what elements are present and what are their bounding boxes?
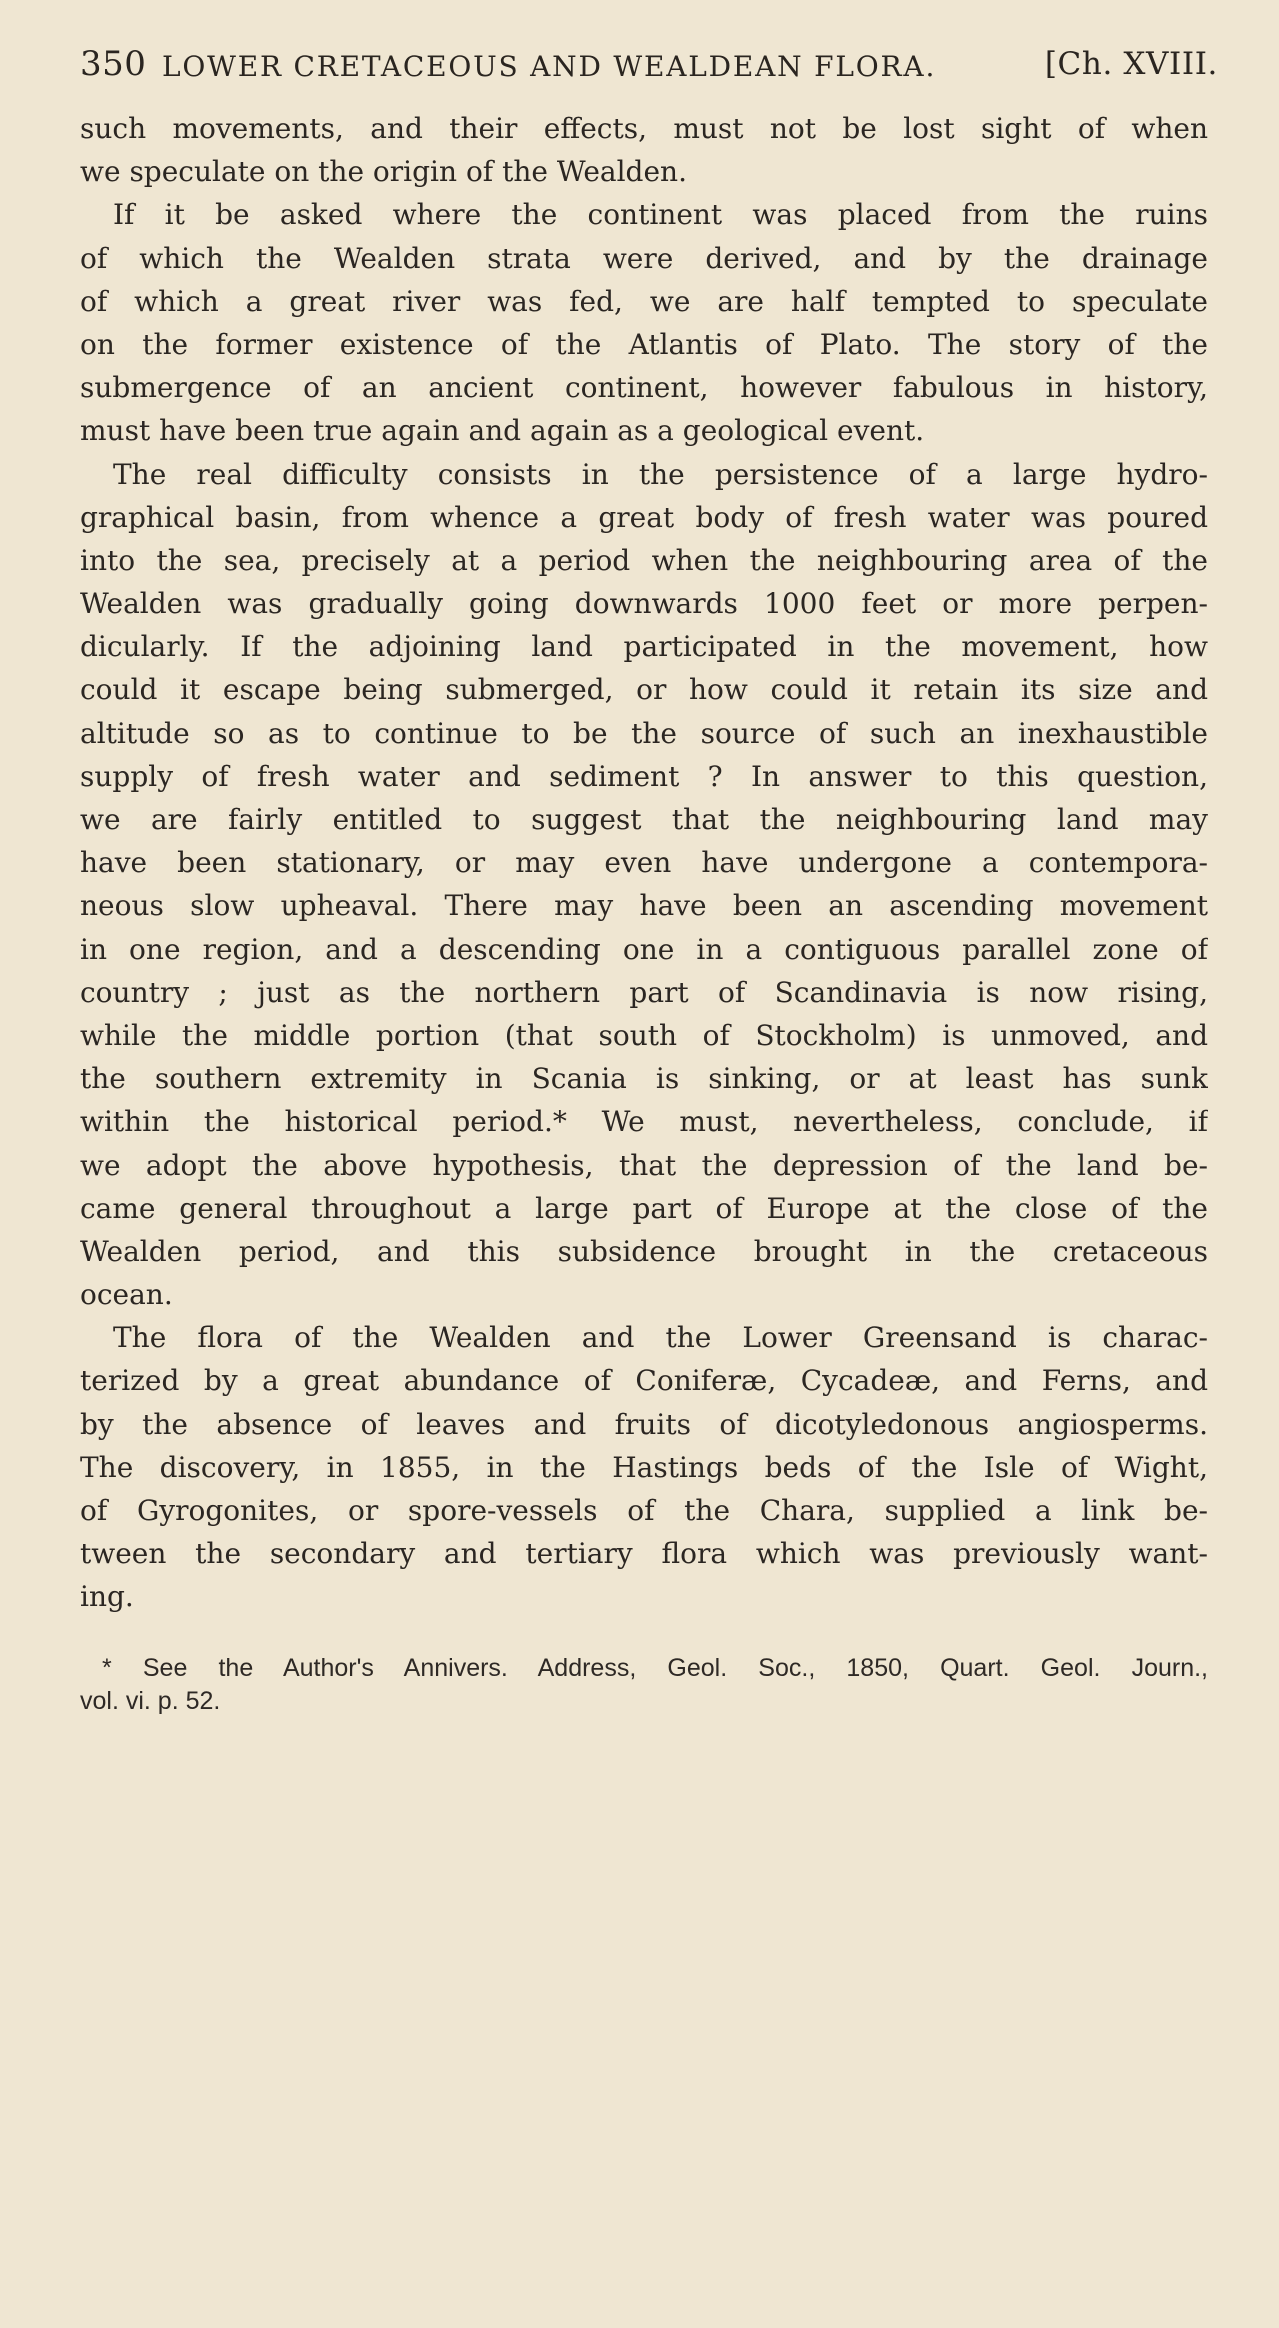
text-line: on the former existence of the Atlantis of Plato. The story of the [80, 327, 1208, 361]
footnote-line: * See the Author's Annivers. Address, Geol. Soc., 1850, Quart. Geol. Journ., [102, 1654, 1208, 1682]
text-line: the southern extremity in Scania is sinking, or at least has sunk [80, 1062, 1208, 1096]
running-head [80, 38, 1220, 88]
text-line: such movements, and their effects, must not be lost sight of when [80, 112, 1208, 145]
text-line: we are fairly entitled to suggest that the neighbouring land may [80, 803, 1208, 836]
text-line: of which the Wealden strata were derived, and by the drainage [80, 241, 1208, 275]
text-line: we speculate on the origin of the Wealden. [80, 155, 687, 189]
text-line: The real difficulty consists in the persistence of a large hydro- [113, 457, 1208, 491]
text-line: Wealden was gradually going downwards 1000 feet or more perpen- [80, 587, 1208, 621]
text-line: supply of fresh water and sediment ? In answer to this question, [80, 759, 1208, 793]
text-line: If it be asked where the continent was placed from the ruins [113, 198, 1208, 232]
text-line: have been stationary, or may even have undergone a contempora- [80, 846, 1208, 880]
text-line: in one region, and a descending one in a contiguous parallel zone of [80, 932, 1208, 966]
text-line: country ; just as the northern part of Scandinavia is now rising, [80, 975, 1208, 1009]
text-line: of Gyrogonites, or spore-vessels of the Chara, supplied a link be- [80, 1494, 1208, 1527]
text-line: graphical basin, from whence a great body of fresh water was poured [80, 500, 1208, 534]
text-line: by the absence of leaves and fruits of dicotyledonous angiosperms. [80, 1407, 1208, 1441]
text-line: altitude so as to continue to be the source of such an inexhaustible [80, 716, 1208, 750]
text-line: ing. [80, 1580, 134, 1614]
body-text [80, 107, 1208, 1619]
footnote [80, 1652, 1208, 1718]
text-line: into the sea, precisely at a period when the neighbouring area of the [80, 543, 1208, 577]
footnote-line: vol. vi. p. 52. [80, 1687, 221, 1715]
text-line: while the middle portion (that south of Stockholm) is unmoved, and [80, 1018, 1208, 1052]
text-line: tween the secondary and tertiary flora which was previously want- [80, 1537, 1208, 1571]
text-line: The flora of the Wealden and the Lower Greensand is charac- [113, 1321, 1208, 1355]
text-line: came general throughout a large part of Europe at the close of the [80, 1191, 1208, 1225]
text-line: submergence of an ancient continent, however fabulous in history, [80, 371, 1208, 405]
text-line: neous slow upheaval. There may have been an ascending movement [80, 889, 1208, 923]
text-line: terized by a great abundance of Coniferæ, Cycadeæ, and Ferns, and [80, 1364, 1208, 1398]
chapter-reference: [Ch. XVIII. [1044, 46, 1218, 82]
text-line: within the historical period.* We must, nevertheless, conclude, if [80, 1105, 1208, 1139]
text-line: of which a great river was fed, we are half tempted to speculate [80, 284, 1208, 318]
text-line: ocean. [80, 1278, 173, 1312]
page-number: 350 [80, 44, 147, 84]
text-line: The discovery, in 1855, in the Hastings beds of the Isle of Wight, [80, 1450, 1208, 1484]
text-line: must have been true again and again as a geological event. [80, 414, 925, 448]
text-line: could it escape being submerged, or how could it retain its size and [80, 673, 1208, 707]
running-title: LOWER CRETACEOUS AND WEALDEAN FLORA. [162, 50, 937, 83]
text-line: we adopt the above hypothesis, that the depression of the land be- [80, 1148, 1208, 1182]
text-line: Wealden period, and this subsidence brought in the cretaceous [80, 1234, 1208, 1268]
text-line: dicularly. If the adjoining land participated in the movement, how [80, 630, 1208, 664]
